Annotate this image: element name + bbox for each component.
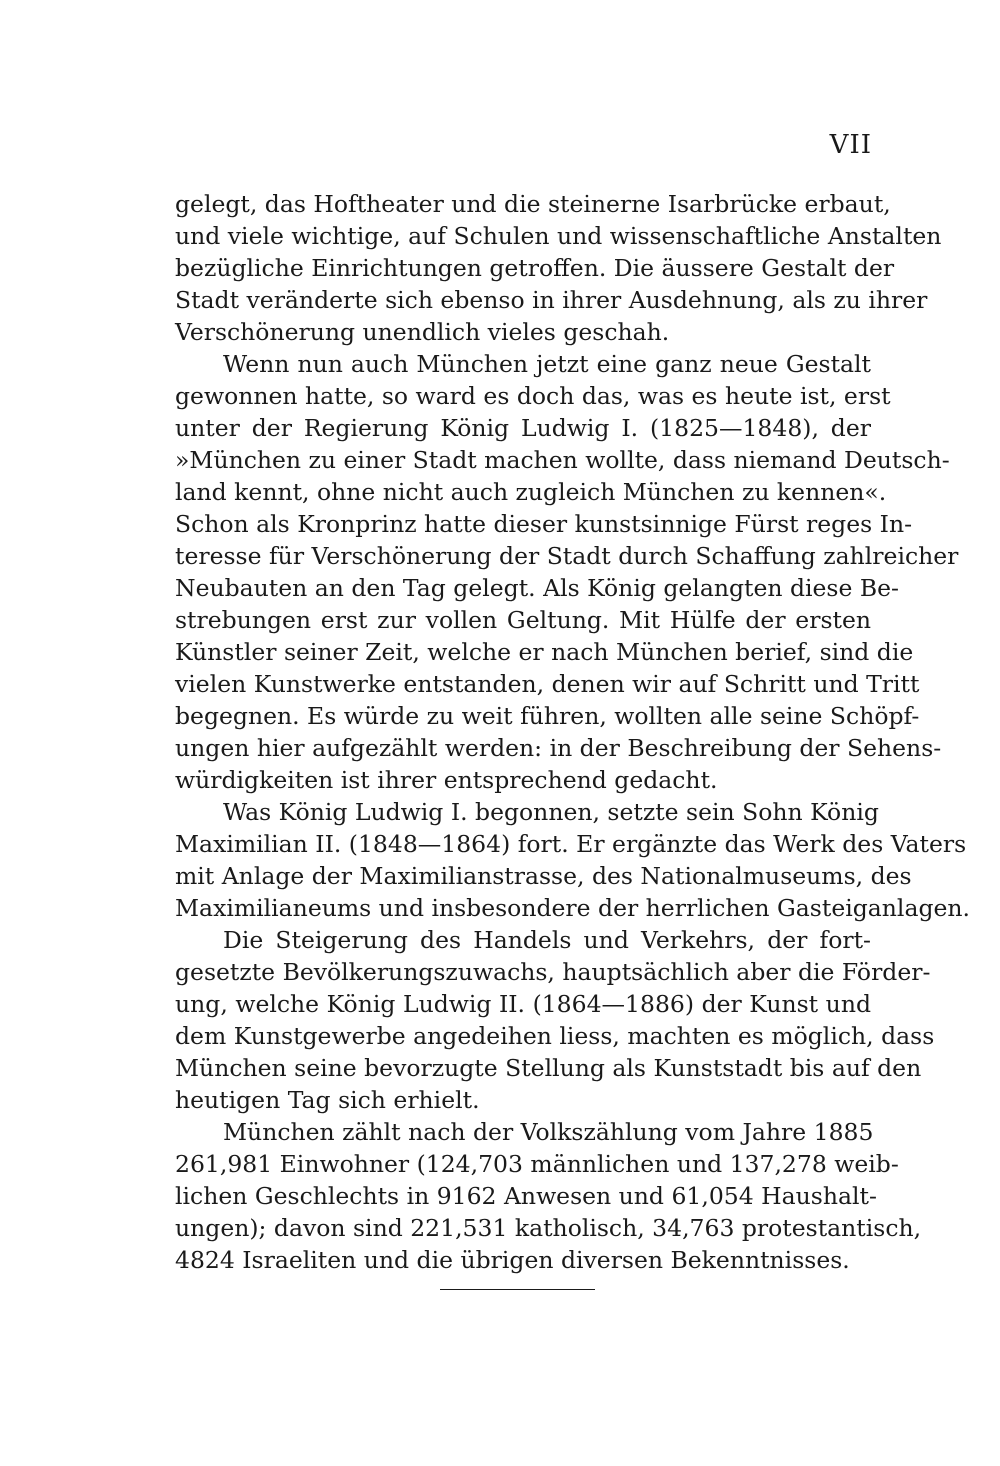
- paragraph-5: [175, 1116, 922, 1276]
- text-line: vielen Kunstwerke entstanden, denen wir auf Schritt und Tritt: [175, 670, 920, 698]
- text-line: dem Kunstgewerbe angedeihen liess, machten es möglich, dass: [175, 1022, 935, 1050]
- text-line: land kennt, ohne nicht auch zugleich München zu kennen«.: [175, 478, 887, 506]
- page-number: VII: [829, 130, 872, 160]
- paragraph-1: [175, 188, 942, 348]
- text-line: strebungen erst zur vollen Geltung. Mit Hülfe der ersten: [175, 606, 871, 634]
- text-line: »München zu einer Stadt machen wollte, dass niemand Deutsch-: [175, 446, 950, 474]
- text-line: Was König Ludwig I. begonnen, setzte sein Sohn König: [223, 798, 879, 826]
- text-line: gelegt, das Hoftheater und die steinerne Isarbrücke erbaut,: [175, 190, 891, 218]
- paragraph-2: [175, 348, 959, 796]
- text-line: Schon als Kronprinz hatte dieser kunstsinnige Fürst reges In-: [175, 510, 913, 538]
- text-line: Maximilian II. (1848—1864) fort. Er ergänzte das Werk des Vaters: [175, 830, 967, 858]
- text-line: mit Anlage der Maximilianstrasse, des Nationalmuseums, des: [175, 862, 912, 890]
- text-line: Wenn nun auch München jetzt eine ganz neue Gestalt: [223, 350, 871, 378]
- text-line: ungen hier aufgezählt werden: in der Beschreibung der Sehens-: [175, 734, 942, 762]
- text-line: München seine bevorzugte Stellung als Kunststadt bis auf den: [175, 1054, 922, 1082]
- body-text: [175, 188, 971, 1276]
- text-line: gewonnen hatte, so ward es doch das, was es heute ist, erst: [175, 382, 891, 410]
- text-line: 4824 Israeliten und die übrigen diversen Bekenntnisses.: [175, 1246, 850, 1274]
- text-line: gesetzte Bevölkerungszuwachs, hauptsächlich aber die Förder-: [175, 958, 931, 986]
- paragraph-4: [175, 924, 935, 1116]
- text-line: teresse für Verschönerung der Stadt durch Schaffung zahlreicher: [175, 542, 959, 570]
- text-line: 261,981 Einwohner (124,703 männlichen und 137,278 weib-: [175, 1150, 899, 1178]
- text-line: bezügliche Einrichtungen getroffen. Die äussere Gestalt der: [175, 254, 895, 282]
- text-line: ung, welche König Ludwig II. (1864—1886) der Kunst und: [175, 990, 871, 1018]
- text-line: lichen Geschlechts in 9162 Anwesen und 61,054 Haushalt-: [175, 1182, 877, 1210]
- text-line: und viele wichtige, auf Schulen und wissenschaftliche Anstalten: [175, 222, 942, 250]
- text-line: Verschönerung unendlich vieles geschah.: [175, 318, 670, 346]
- text-line: Maximilianeums und insbesondere der herrlichen Gasteiganlagen.: [175, 894, 971, 922]
- text-line: Künstler seiner Zeit, welche er nach München berief, sind die: [175, 638, 914, 666]
- text-line: Neubauten an den Tag gelegt. Als König gelangten diese Be-: [175, 574, 899, 602]
- text-line: Die Steigerung des Handels und Verkehrs, der fort-: [223, 926, 871, 954]
- paragraph-3: [175, 796, 971, 924]
- text-line: Stadt veränderte sich ebenso in ihrer Ausdehnung, als zu ihrer: [175, 286, 928, 314]
- text-line: unter der Regierung König Ludwig I. (1825—1848), der: [175, 414, 871, 442]
- text-line: ungen); davon sind 221,531 katholisch, 34,763 protestantisch,: [175, 1214, 922, 1242]
- text-line: begegnen. Es würde zu weit führen, wollten alle seine Schöpf-: [175, 702, 920, 730]
- text-line: heutigen Tag sich erhielt.: [175, 1086, 480, 1114]
- section-divider: [440, 1289, 595, 1290]
- text-line: München zählt nach der Volkszählung vom Jahre 1885: [223, 1118, 874, 1146]
- text-line: würdigkeiten ist ihrer entsprechend gedacht.: [175, 766, 718, 794]
